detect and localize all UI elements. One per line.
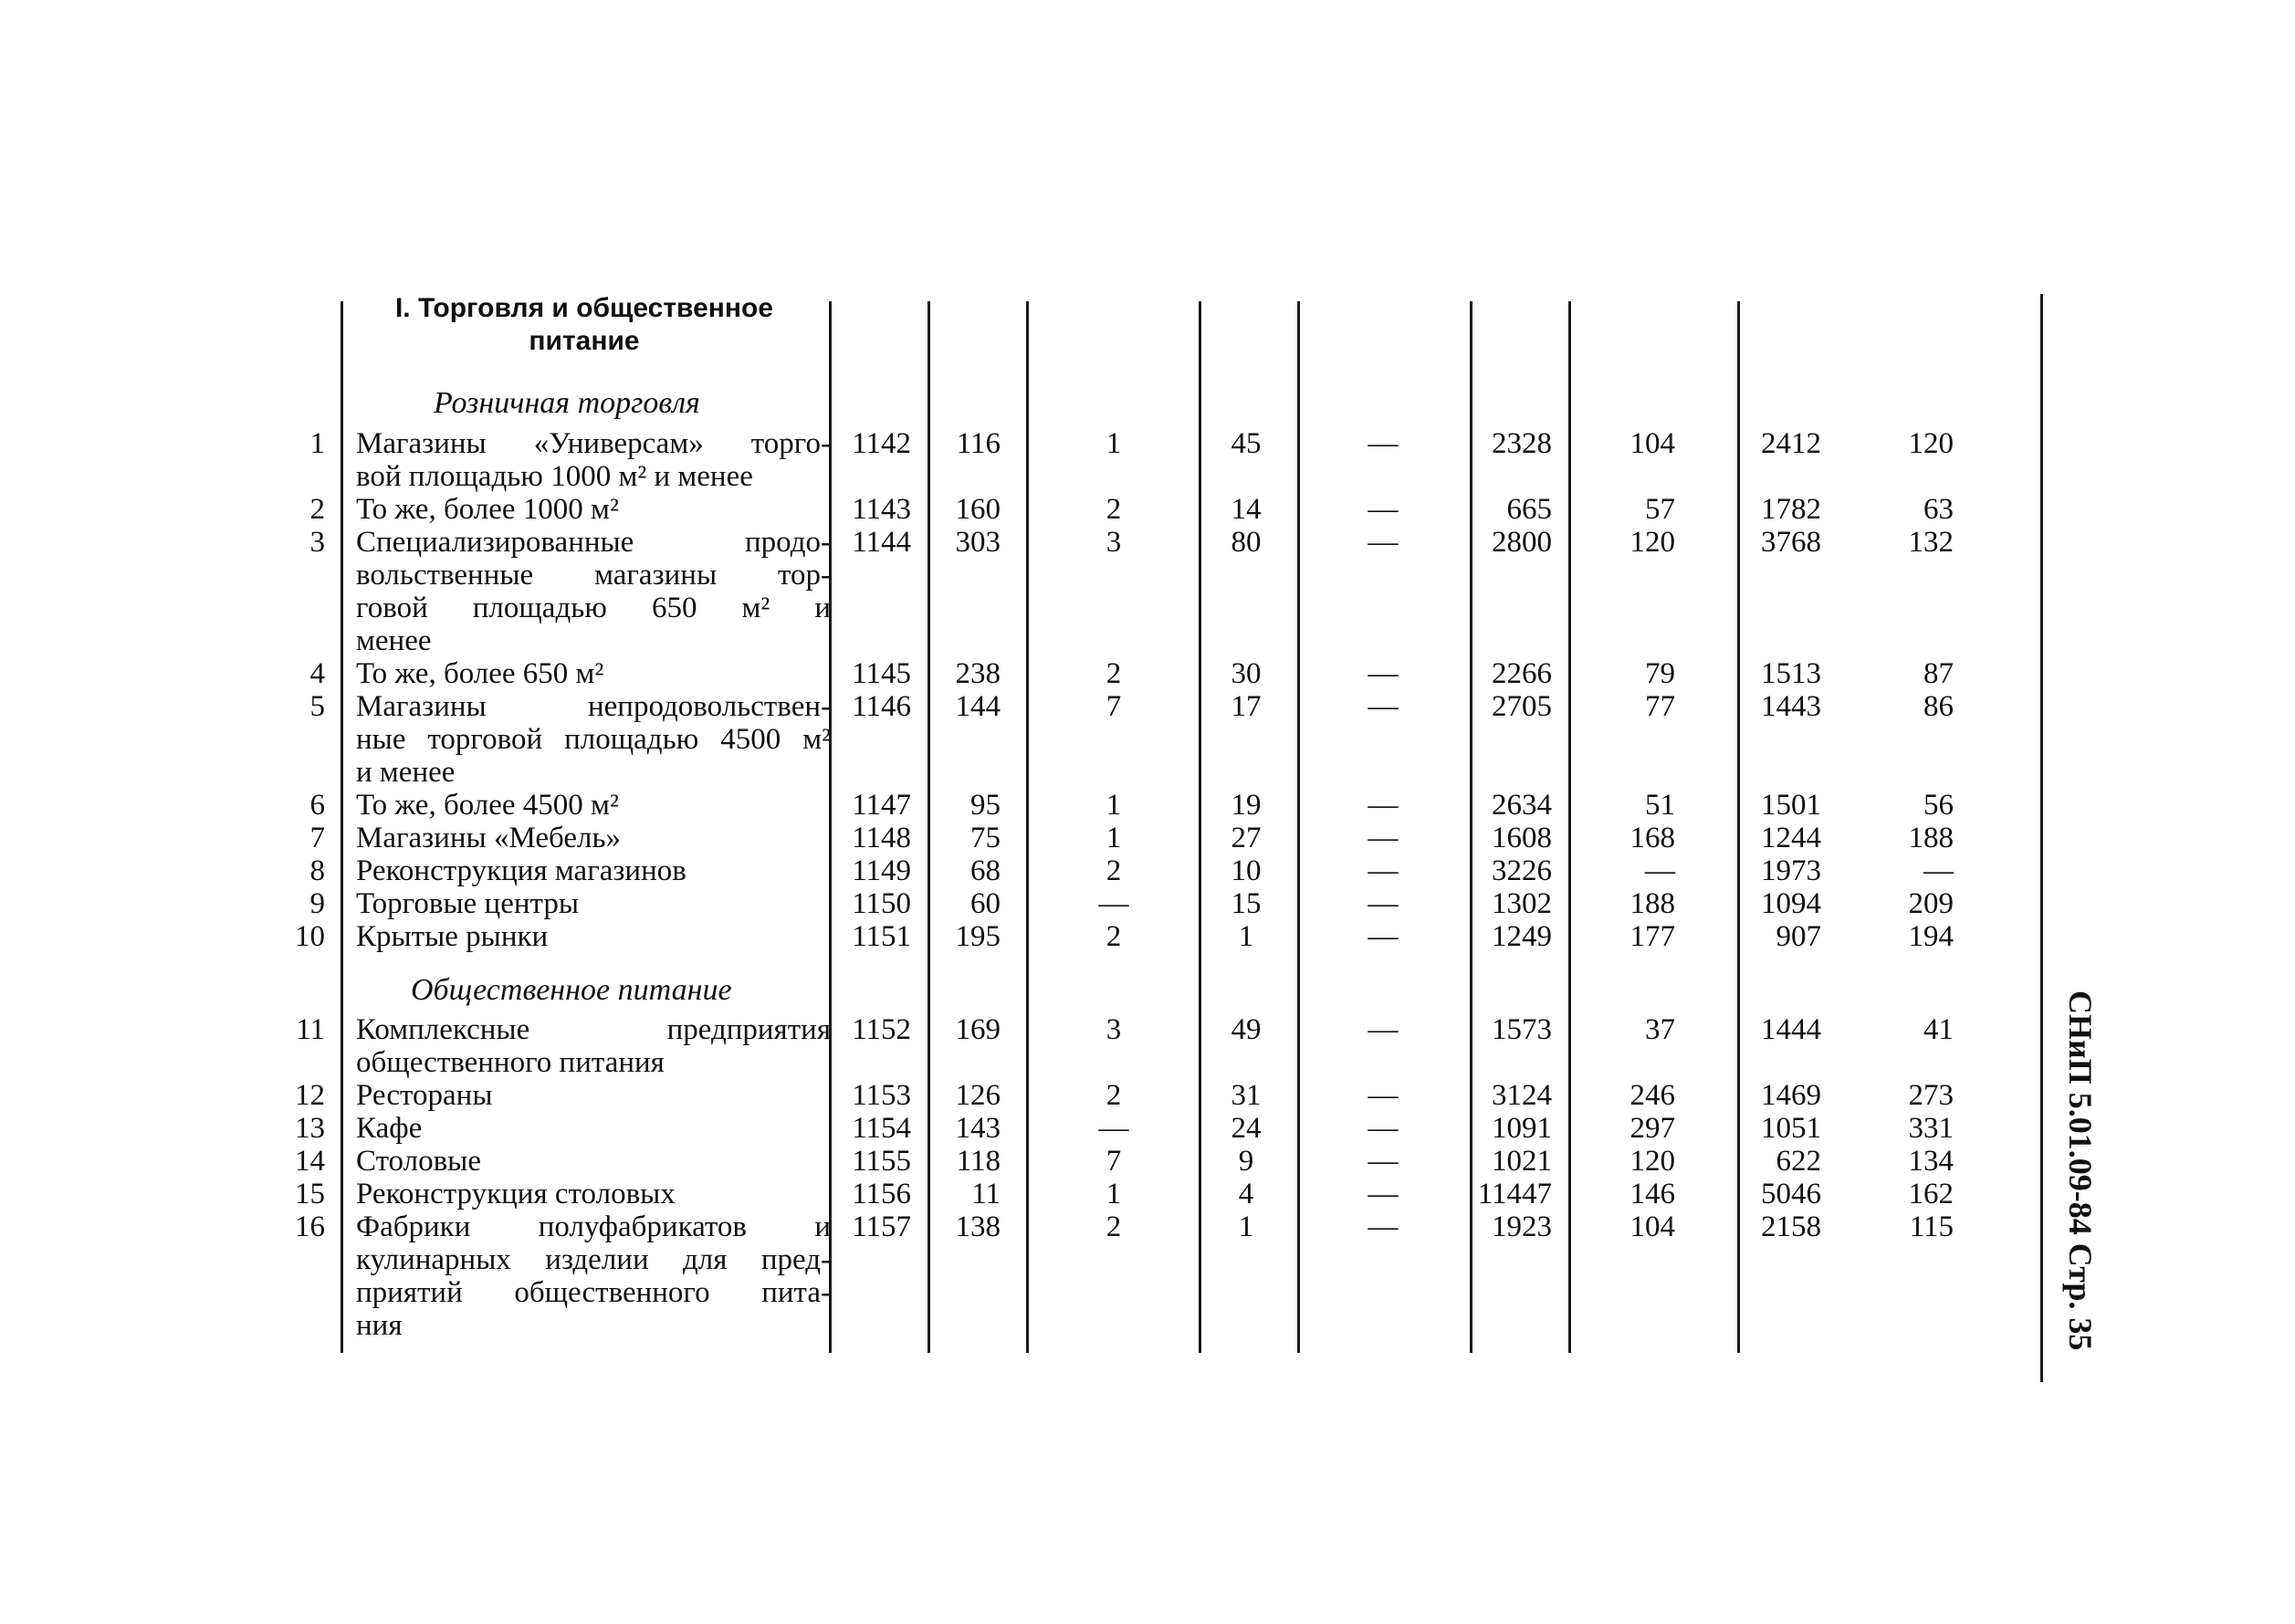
cell-c5: —: [1368, 822, 1399, 854]
cell-c4: 30: [1231, 657, 1262, 690]
cell-c4: 1: [1238, 920, 1254, 953]
description-line: приятий общественного пита-: [356, 1276, 831, 1309]
cell-c4: 10: [1231, 854, 1262, 887]
description-line: вольственные магазины тор-: [356, 559, 831, 592]
cell-c8: 5046: [1761, 1178, 1821, 1210]
description-line: Магазины «Универсам» торго-: [356, 427, 831, 460]
cell-c8: 1444: [1761, 1013, 1821, 1046]
cell-c4: 4: [1238, 1178, 1254, 1210]
cell-c4: 80: [1231, 526, 1262, 559]
cell-c1: 1156: [852, 1178, 911, 1210]
cell-c4: 19: [1231, 789, 1262, 822]
cell-c8: 1973: [1761, 854, 1821, 887]
cell-c2: 143: [955, 1112, 1001, 1145]
row-description: [356, 1145, 831, 1178]
cell-c5: —: [1368, 789, 1399, 822]
cell-c7: 104: [1630, 1210, 1675, 1243]
cell-c1: 1155: [852, 1145, 911, 1178]
cell-c6: 1021: [1492, 1145, 1552, 1178]
cell-c3: 3: [1106, 1013, 1122, 1046]
description-line: Крытые рынки: [356, 920, 549, 953]
cell-c9: 56: [1923, 789, 1954, 822]
cell-c9: 132: [1908, 526, 1954, 559]
cell-c7: 188: [1630, 887, 1675, 920]
row-number: 12: [295, 1079, 325, 1112]
cell-c3: 2: [1106, 1079, 1122, 1112]
cell-c1: 1154: [852, 1112, 911, 1145]
row-description: [356, 690, 831, 789]
cell-c8: 1443: [1761, 690, 1821, 723]
cell-c5: —: [1368, 1079, 1399, 1112]
description-line: Комплексные предприятия: [356, 1013, 831, 1046]
cell-c5: —: [1368, 1178, 1399, 1210]
cell-c3: 2: [1106, 657, 1122, 690]
cell-c7: 120: [1630, 526, 1675, 559]
row-number: 5: [309, 690, 325, 723]
cell-c8: 1051: [1761, 1112, 1821, 1145]
description-line: вой площадью 1000 м² и менее: [356, 460, 753, 493]
cell-c6: 1608: [1492, 822, 1552, 854]
cell-c8: 2412: [1761, 427, 1821, 460]
description-line: Фабрики полуфабрикатов и: [356, 1210, 831, 1243]
cell-c6: 11447: [1477, 1178, 1552, 1210]
description-line: То же, более 4500 м²: [356, 789, 619, 822]
cell-c1: 1144: [852, 526, 911, 559]
cell-c2: 303: [955, 526, 1001, 559]
row-number: 14: [295, 1145, 325, 1178]
column-rule: [341, 301, 343, 1353]
cell-c8: 1244: [1761, 822, 1821, 854]
cell-c3: 2: [1106, 920, 1122, 953]
cell-c4: 49: [1231, 1013, 1262, 1046]
cell-c7: 297: [1630, 1112, 1675, 1145]
cell-c5: —: [1368, 526, 1399, 559]
cell-c2: 138: [955, 1210, 1001, 1243]
subsection-retail: Розничная торговля: [434, 386, 700, 420]
cell-c5: —: [1368, 657, 1399, 690]
cell-c4: 24: [1231, 1112, 1262, 1145]
cell-c9: 86: [1923, 690, 1954, 723]
cell-c1: 1152: [852, 1013, 911, 1046]
cell-c9: 194: [1908, 920, 1954, 953]
cell-c8: 1469: [1761, 1079, 1821, 1112]
cell-c3: 7: [1106, 690, 1122, 723]
section-title-line2: питание: [529, 326, 640, 356]
cell-c6: 1249: [1492, 920, 1552, 953]
cell-c8: 2158: [1761, 1210, 1821, 1243]
description-line: менее: [356, 624, 432, 657]
cell-c8: 1513: [1761, 657, 1821, 690]
row-number: 7: [309, 822, 325, 854]
cell-c9: 115: [1909, 1210, 1954, 1243]
cell-c4: 27: [1231, 822, 1262, 854]
row-description: [356, 1079, 831, 1112]
description-line: кулинарных изделии для пред-: [356, 1243, 831, 1276]
section-title-line1: I. Торговля и общественное: [394, 293, 774, 323]
cell-c1: 1142: [852, 427, 911, 460]
cell-c5: —: [1368, 493, 1399, 526]
cell-c7: 246: [1630, 1079, 1675, 1112]
description-line: Торговые центры: [356, 887, 580, 920]
cell-c8: 1094: [1761, 887, 1821, 920]
cell-c6: 2328: [1492, 427, 1552, 460]
cell-c7: 79: [1645, 657, 1675, 690]
cell-c9: —: [1923, 854, 1954, 887]
row-number: 13: [295, 1112, 325, 1145]
cell-c6: 2266: [1492, 657, 1552, 690]
row-description: [356, 427, 831, 493]
description-line: ния: [356, 1309, 403, 1342]
cell-c9: 273: [1908, 1079, 1954, 1112]
description-line: ные торговой площадью 4500 м²: [356, 723, 831, 756]
description-line: Рестораны: [356, 1079, 493, 1112]
cell-c8: 1501: [1761, 789, 1821, 822]
cell-c4: 1: [1238, 1210, 1254, 1243]
row-description: [356, 1210, 831, 1342]
cell-c4: 15: [1231, 887, 1262, 920]
row-description: [356, 920, 831, 953]
cell-c6: 3226: [1492, 854, 1552, 887]
cell-c6: 1091: [1492, 1112, 1552, 1145]
cell-c6: 2705: [1492, 690, 1552, 723]
description-line: Магазины непродовольствен-: [356, 690, 831, 723]
row-description: [356, 1178, 831, 1210]
cell-c5: —: [1368, 854, 1399, 887]
row-number: 10: [295, 920, 325, 953]
cell-c7: 51: [1645, 789, 1675, 822]
cell-c2: 118: [956, 1145, 1001, 1178]
cell-c3: 2: [1106, 1210, 1122, 1243]
cell-c3: 1: [1106, 427, 1122, 460]
row-number: 6: [309, 789, 325, 822]
column-rule: [1026, 301, 1029, 1353]
cell-c8: 1782: [1761, 493, 1821, 526]
section-title: [361, 292, 808, 358]
cell-c1: 1145: [852, 657, 911, 690]
cell-c8: 622: [1776, 1145, 1821, 1178]
cell-c5: —: [1368, 1013, 1399, 1046]
row-number: 9: [309, 887, 325, 920]
cell-c5: —: [1368, 427, 1399, 460]
cell-c3: —: [1098, 1112, 1129, 1145]
cell-c6: 2800: [1492, 526, 1552, 559]
cell-c4: 31: [1231, 1079, 1262, 1112]
cell-c2: 195: [955, 920, 1001, 953]
cell-c9: 63: [1923, 493, 1954, 526]
row-description: [356, 1013, 831, 1079]
cell-c2: 169: [955, 1013, 1001, 1046]
cell-c5: —: [1368, 1112, 1399, 1145]
column-rule: [2040, 294, 2043, 1382]
row-number: 1: [309, 427, 325, 460]
cell-c2: 116: [956, 427, 1001, 460]
row-description: [356, 887, 831, 920]
document-side-label: СНиП 5.01.09-84 Стр. 35: [2062, 990, 2099, 1351]
cell-c2: 68: [970, 854, 1001, 887]
cell-c6: 3124: [1492, 1079, 1552, 1112]
cell-c9: 134: [1908, 1145, 1954, 1178]
description-line: и менее: [356, 756, 456, 789]
cell-c5: —: [1368, 1210, 1399, 1243]
cell-c7: 177: [1630, 920, 1675, 953]
cell-c2: 11: [971, 1178, 1001, 1210]
cell-c9: 120: [1908, 427, 1954, 460]
cell-c2: 238: [955, 657, 1001, 690]
cell-c1: 1149: [852, 854, 911, 887]
row-number: 8: [309, 854, 325, 887]
cell-c7: 37: [1645, 1013, 1675, 1046]
row-description: [356, 1112, 831, 1145]
cell-c6: 665: [1506, 493, 1552, 526]
cell-c6: 1302: [1492, 887, 1552, 920]
cell-c7: 168: [1630, 822, 1675, 854]
description-line: Магазины «Мебель»: [356, 822, 622, 854]
subsection-catering: Общественное питание: [411, 973, 732, 1007]
cell-c3: 1: [1106, 789, 1122, 822]
cell-c7: 104: [1630, 427, 1675, 460]
cell-c1: 1153: [852, 1079, 911, 1112]
cell-c7: 57: [1645, 493, 1675, 526]
cell-c2: 75: [970, 822, 1001, 854]
description-line: Кафе: [356, 1112, 423, 1145]
cell-c5: —: [1368, 690, 1399, 723]
description-line: Специализированные продо-: [356, 526, 831, 559]
cell-c2: 160: [955, 493, 1001, 526]
cell-c7: 146: [1630, 1178, 1675, 1210]
cell-c4: 45: [1231, 427, 1262, 460]
cell-c2: 95: [970, 789, 1001, 822]
description-line: Столовые: [356, 1145, 481, 1178]
row-description: [356, 789, 831, 822]
cell-c9: 87: [1923, 657, 1954, 690]
cell-c1: 1148: [852, 822, 911, 854]
description-line: Реконструкция столовых: [356, 1178, 676, 1210]
cell-c6: 2634: [1492, 789, 1552, 822]
cell-c9: 41: [1923, 1013, 1954, 1046]
cell-c7: —: [1645, 854, 1675, 887]
row-description: [356, 657, 831, 690]
cell-c9: 162: [1908, 1178, 1954, 1210]
cell-c3: 3: [1106, 526, 1122, 559]
cell-c1: 1151: [852, 920, 911, 953]
cell-c4: 17: [1231, 690, 1262, 723]
cell-c6: 1923: [1492, 1210, 1552, 1243]
cell-c9: 188: [1908, 822, 1954, 854]
row-number: 4: [309, 657, 325, 690]
row-number: 11: [296, 1013, 325, 1046]
cell-c5: —: [1368, 1145, 1399, 1178]
cell-c3: 2: [1106, 854, 1122, 887]
cell-c1: 1150: [852, 887, 911, 920]
description-line: говой площадью 650 м² и: [356, 592, 831, 624]
row-description: [356, 854, 831, 887]
description-line: То же, более 650 м²: [356, 657, 604, 690]
cell-c4: 9: [1238, 1145, 1254, 1178]
cell-c7: 120: [1630, 1145, 1675, 1178]
cell-c4: 14: [1231, 493, 1262, 526]
cell-c1: 1143: [852, 493, 911, 526]
row-number: 16: [295, 1210, 325, 1243]
cell-c6: 1573: [1492, 1013, 1552, 1046]
row-number: 15: [295, 1178, 325, 1210]
cell-c2: 144: [955, 690, 1001, 723]
cell-c5: —: [1368, 920, 1399, 953]
description-line: Реконструкция магазинов: [356, 854, 686, 887]
row-description: [356, 493, 831, 526]
cell-c7: 77: [1645, 690, 1675, 723]
cell-c9: 209: [1908, 887, 1954, 920]
cell-c8: 907: [1776, 920, 1821, 953]
cell-c1: 1146: [852, 690, 911, 723]
row-number: 2: [309, 493, 325, 526]
cell-c3: 7: [1106, 1145, 1122, 1178]
cell-c3: 2: [1106, 493, 1122, 526]
description-line: То же, более 1000 м²: [356, 493, 619, 526]
description-line: общественного питания: [356, 1046, 665, 1079]
cell-c3: —: [1098, 887, 1129, 920]
cell-c3: 1: [1106, 1178, 1122, 1210]
cell-c8: 3768: [1761, 526, 1821, 559]
cell-c9: 331: [1908, 1112, 1954, 1145]
cell-c5: —: [1368, 887, 1399, 920]
cell-c2: 126: [955, 1079, 1001, 1112]
cell-c2: 60: [970, 887, 1001, 920]
cell-c1: 1157: [852, 1210, 911, 1243]
row-number: 3: [309, 526, 325, 559]
cell-c1: 1147: [852, 789, 911, 822]
cell-c3: 1: [1106, 822, 1122, 854]
row-description: [356, 526, 831, 657]
row-description: [356, 822, 831, 854]
